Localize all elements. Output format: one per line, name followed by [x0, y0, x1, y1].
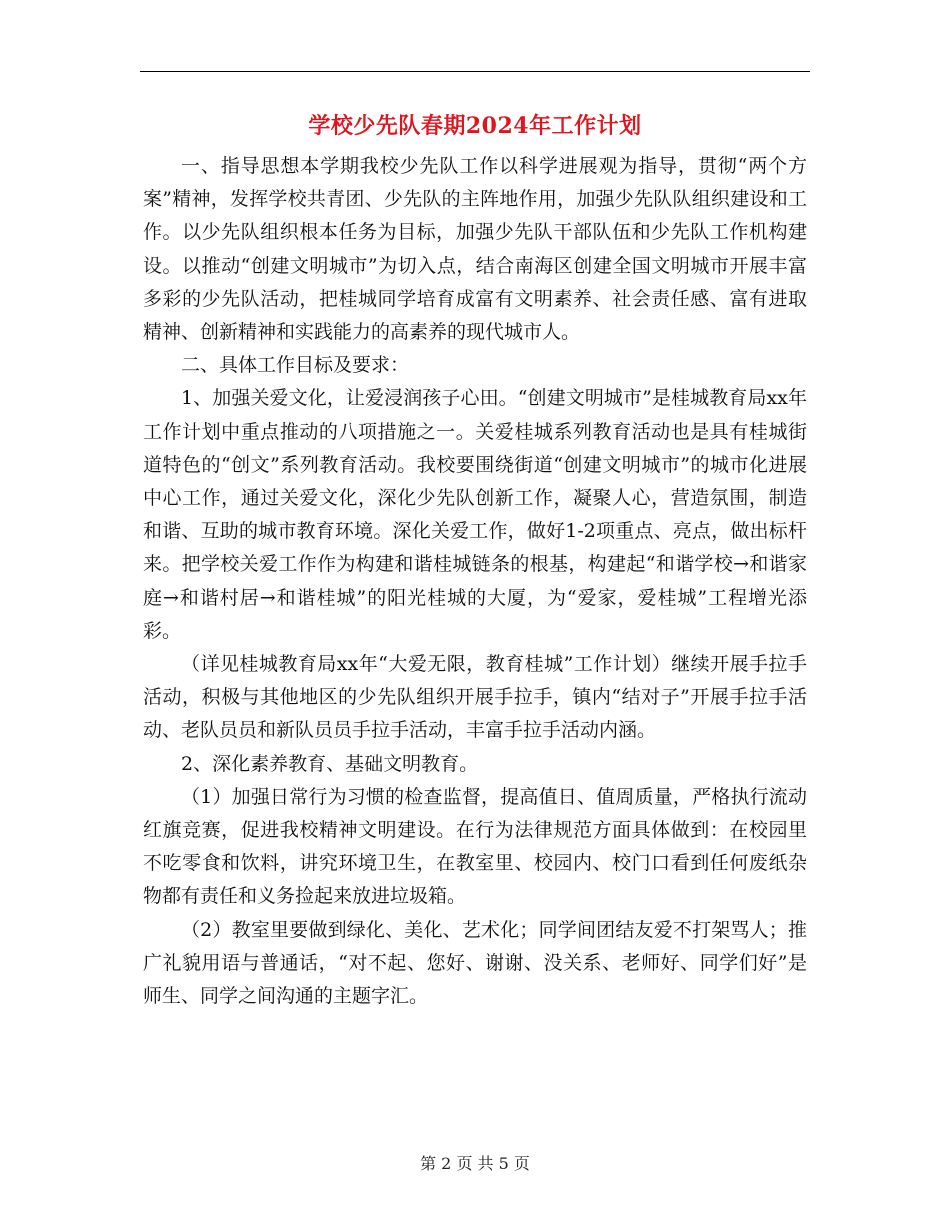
document-title: 学校少先队春期2024年工作计划	[308, 113, 642, 139]
paragraph-care-culture: 1、加强关爱文化，让爱浸润孩子心田。“创建文明城市”是桂城教育局xx年工作计划中重点推动的八项措施之一。关爱桂城系列教育活动也是具有桂城街道特色的“创文”系列教育活动。我校要围绕街道“创建文明城市”的城市化进展中心工作，通过关爱文化，深化少先队创新工作，凝聚人心，营造氛围，制造和谐、互助的城市教育环境。深化关爱工作，做好1-2项重点、亮点，做出标杆来。把学校关爱工作作为构建和谐桂城链条的根基，构建起“和谐学校→和谐家庭→和谐村居→和谐桂城”的阳光桂城的大厦，为“爱家，爱桂城”工程增光添彩。	[143, 387, 807, 642]
paragraph-quality-education: 2、深化素养教育、基础文明教育。	[181, 752, 479, 775]
paragraph-guiding-idea: 一、指导思想本学期我校少先队工作以科学进展观为指导，贯彻“两个方案”精神，发挥学校共青团、少先队的主阵地作用，加强少先队队组织建设和工作。以少先队组织根本任务为目标，加强少先队干部队伍和少先队工作机构建设。以推动“创建文明城市”为切入点，结合南海区创建全国文明城市开展丰富多彩的少先队活动，把桂城同学培育成富有文明素养、社会责任感、富有进取精神、创新精神和实践能力的高素养的现代城市人。	[143, 155, 807, 344]
paragraph-hand-in-hand: （详见桂城教育局xx年“大爱无限，教育桂城”工作计划）继续开展手拉手活动，积极与其他地区的少先队组织开展手拉手，镇内“结对子”开展手拉手活动、老队员员和新队员员手拉手活动，丰富手拉手活动内涵。	[143, 653, 807, 742]
header-rule	[140, 71, 810, 72]
paragraph-daily-behavior: （1）加强日常行为习惯的检查监督，提高值日、值周质量，严格执行流动红旗竞赛，促进我校精神文明建设。在行为法律规范方面具体做到：在校园里不吃零食和饮料，讲究环境卫生，在教室里、校园内、校门口看到任何废纸杂物都有责任和义务捡起来放进垃圾箱。	[143, 785, 807, 908]
document-body	[143, 150, 807, 1013]
page-number: 第 2 页 共 5 页	[420, 1154, 530, 1173]
paragraph-goals-heading: 二、具体工作目标及要求：	[181, 354, 410, 377]
paragraph-classroom: （2）教室里要做到绿化、美化、艺术化；同学间团结友爱不打架骂人；推广礼貌用语与普通话，“对不起、您好、谢谢、没关系、老师好、同学们好”是师生、同学之间沟通的主题字汇。	[143, 918, 807, 1008]
